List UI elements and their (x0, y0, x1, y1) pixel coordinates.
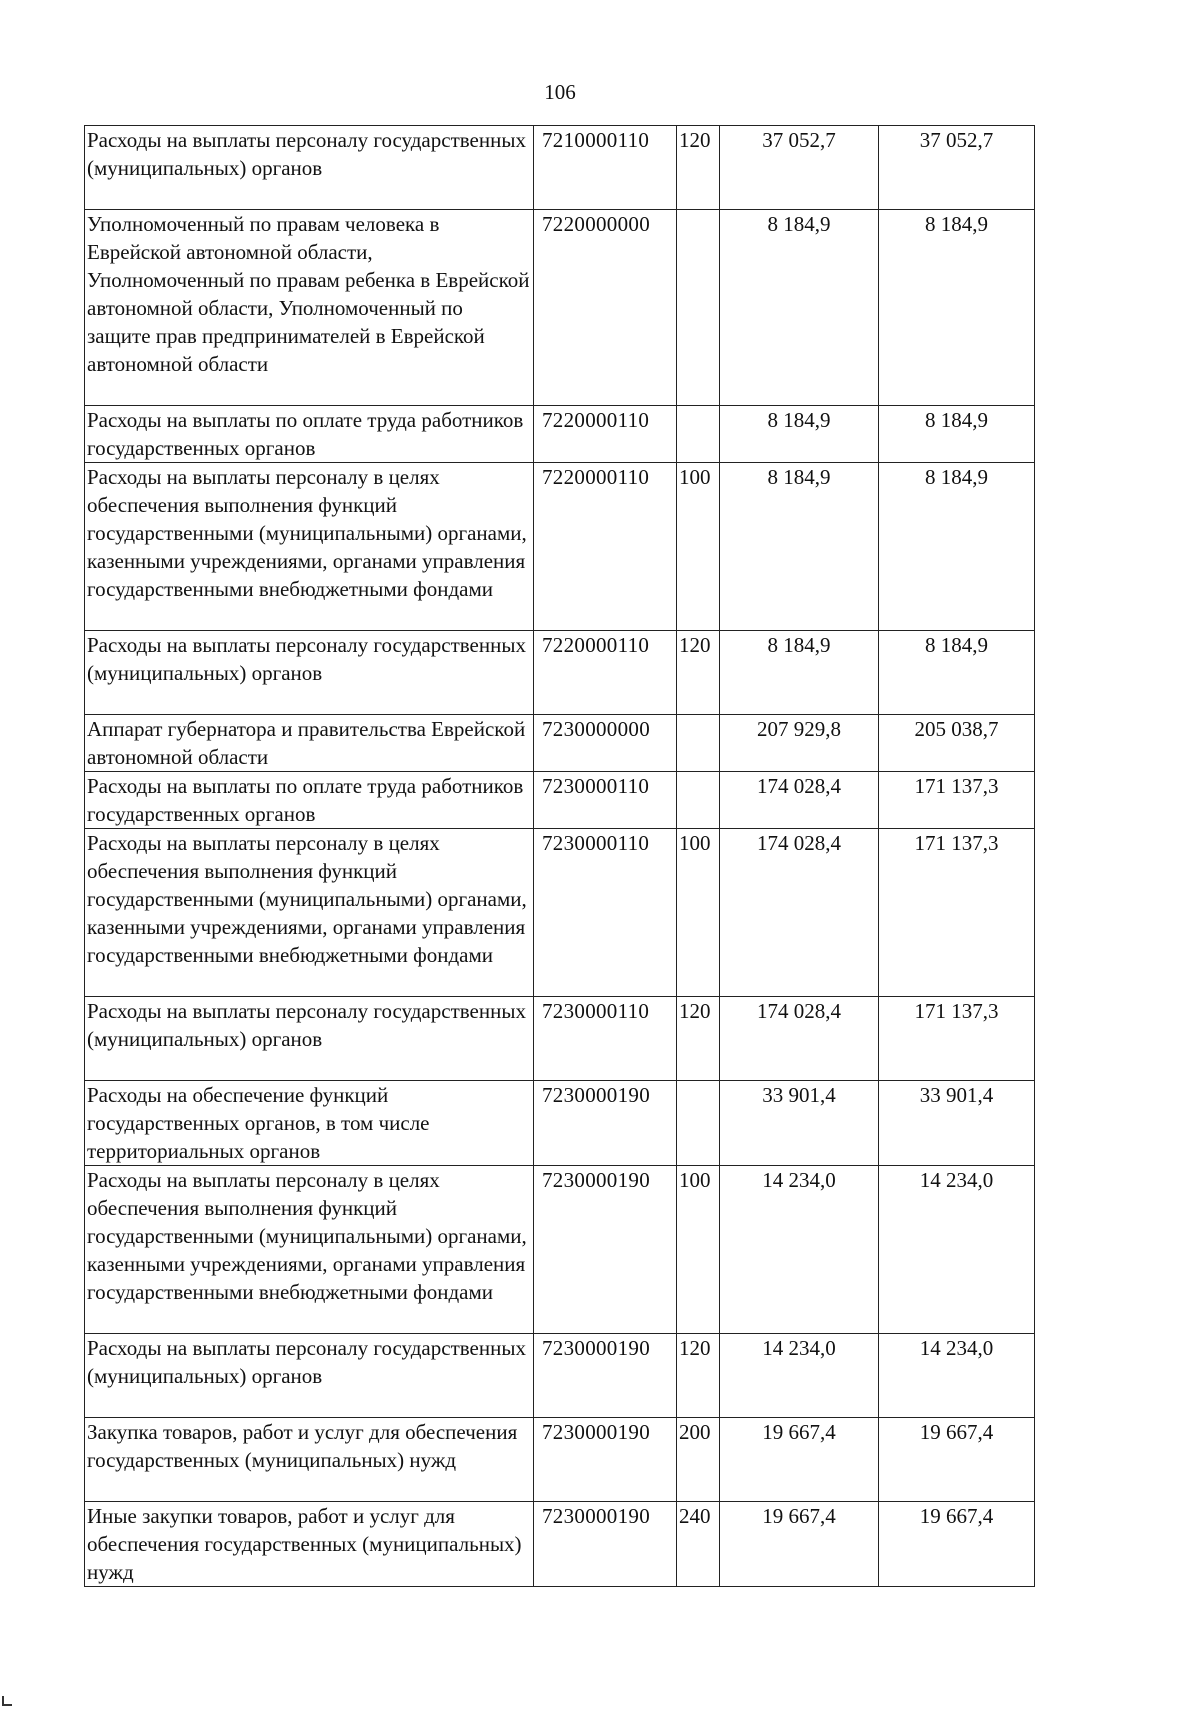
row-name: Иные закупки товаров, работ и услуг для обеспечения государственных (муниципальных) нужд (85, 1502, 534, 1587)
table-row (85, 1502, 1035, 1587)
row-csr-code: 7220000000 (534, 210, 677, 406)
row-sum-2: 171 137,3 (879, 829, 1035, 997)
row-csr-code: 7230000190 (534, 1418, 677, 1502)
table-row (85, 715, 1035, 772)
row-csr-code: 7230000110 (534, 829, 677, 997)
row-vr-code (677, 210, 720, 406)
row-sum-2: 14 234,0 (879, 1334, 1035, 1418)
row-sum-1: 174 028,4 (720, 829, 879, 997)
row-name: Расходы на выплаты по оплате труда работников государственных органов (85, 772, 534, 829)
row-csr-code: 7230000190 (534, 1502, 677, 1587)
scan-corner-mark (2, 1696, 12, 1706)
table-row (85, 631, 1035, 715)
row-sum-2: 33 901,4 (879, 1081, 1035, 1166)
table-row (85, 463, 1035, 631)
row-sum-2: 8 184,9 (879, 210, 1035, 406)
row-name: Расходы на выплаты персоналу государственных (муниципальных) органов (85, 1334, 534, 1418)
row-name: Уполномоченный по правам человека в Еврейской автономной области, Уполномоченный по правам ребенка в Еврейской автономной области, Уполномоченный по защите прав предпринимателей в Еврейской автономной области (85, 210, 534, 406)
row-csr-code: 7230000190 (534, 1166, 677, 1334)
row-csr-code: 7220000110 (534, 406, 677, 463)
row-name: Расходы на выплаты персоналу в целях обеспечения выполнения функций государственными (муниципальными) органами, казенными учреждениями, органами управления государственными внебюджетными фондами (85, 829, 534, 997)
row-sum-2: 205 038,7 (879, 715, 1035, 772)
row-sum-1: 174 028,4 (720, 997, 879, 1081)
row-name: Расходы на обеспечение функций государственных органов, в том числе территориальных органов (85, 1081, 534, 1166)
row-sum-1: 8 184,9 (720, 631, 879, 715)
row-name: Расходы на выплаты персоналу в целях обеспечения выполнения функций государственными (муниципальными) органами, казенными учреждениями, органами управления государственными внебюджетными фондами (85, 463, 534, 631)
row-sum-1: 207 929,8 (720, 715, 879, 772)
row-csr-code: 7220000110 (534, 631, 677, 715)
row-sum-2: 8 184,9 (879, 463, 1035, 631)
row-name: Расходы на выплаты персоналу государственных (муниципальных) органов (85, 997, 534, 1081)
row-sum-2: 8 184,9 (879, 406, 1035, 463)
row-name: Расходы на выплаты персоналу государственных (муниципальных) органов (85, 126, 534, 210)
row-sum-1: 33 901,4 (720, 1081, 879, 1166)
row-sum-1: 19 667,4 (720, 1418, 879, 1502)
row-vr-code: 120 (677, 997, 720, 1081)
table-row (85, 406, 1035, 463)
row-vr-code: 120 (677, 1334, 720, 1418)
row-sum-2: 14 234,0 (879, 1166, 1035, 1334)
row-vr-code: 120 (677, 126, 720, 210)
page-number: 106 (544, 80, 576, 104)
row-vr-code: 120 (677, 631, 720, 715)
row-sum-2: 8 184,9 (879, 631, 1035, 715)
row-name: Аппарат губернатора и правительства Еврейской автономной области (85, 715, 534, 772)
row-vr-code (677, 772, 720, 829)
row-vr-code (677, 406, 720, 463)
row-sum-2: 37 052,7 (879, 126, 1035, 210)
table-row (85, 126, 1035, 210)
row-csr-code: 7220000110 (534, 463, 677, 631)
table-row (85, 1081, 1035, 1166)
row-sum-2: 171 137,3 (879, 997, 1035, 1081)
table-row (85, 829, 1035, 997)
row-sum-2: 19 667,4 (879, 1502, 1035, 1587)
table-row (85, 1334, 1035, 1418)
table-row (85, 1418, 1035, 1502)
row-sum-1: 8 184,9 (720, 463, 879, 631)
row-sum-1: 37 052,7 (720, 126, 879, 210)
row-name: Расходы на выплаты по оплате труда работников государственных органов (85, 406, 534, 463)
row-vr-code: 200 (677, 1418, 720, 1502)
row-sum-1: 8 184,9 (720, 210, 879, 406)
row-name: Расходы на выплаты персоналу в целях обеспечения выполнения функций государственными (муниципальными) органами, казенными учреждениями, органами управления государственными внебюджетными фондами (85, 1166, 534, 1334)
row-sum-1: 19 667,4 (720, 1502, 879, 1587)
row-sum-2: 171 137,3 (879, 772, 1035, 829)
row-vr-code (677, 715, 720, 772)
row-sum-1: 14 234,0 (720, 1334, 879, 1418)
budget-table (84, 125, 1035, 1587)
row-csr-code: 7230000190 (534, 1081, 677, 1166)
table-row (85, 997, 1035, 1081)
row-sum-1: 8 184,9 (720, 406, 879, 463)
row-vr-code: 100 (677, 829, 720, 997)
row-vr-code (677, 1081, 720, 1166)
row-csr-code: 7230000190 (534, 1334, 677, 1418)
row-name: Закупка товаров, работ и услуг для обеспечения государственных (муниципальных) нужд (85, 1418, 534, 1502)
row-sum-2: 19 667,4 (879, 1418, 1035, 1502)
row-csr-code: 7230000000 (534, 715, 677, 772)
row-vr-code: 100 (677, 463, 720, 631)
row-name: Расходы на выплаты персоналу государственных (муниципальных) органов (85, 631, 534, 715)
row-vr-code: 240 (677, 1502, 720, 1587)
table-row (85, 1166, 1035, 1334)
row-csr-code: 7230000110 (534, 772, 677, 829)
row-csr-code: 7210000110 (534, 126, 677, 210)
row-csr-code: 7230000110 (534, 997, 677, 1081)
row-sum-1: 174 028,4 (720, 772, 879, 829)
table-row (85, 772, 1035, 829)
row-vr-code: 100 (677, 1166, 720, 1334)
table-row (85, 210, 1035, 406)
row-sum-1: 14 234,0 (720, 1166, 879, 1334)
